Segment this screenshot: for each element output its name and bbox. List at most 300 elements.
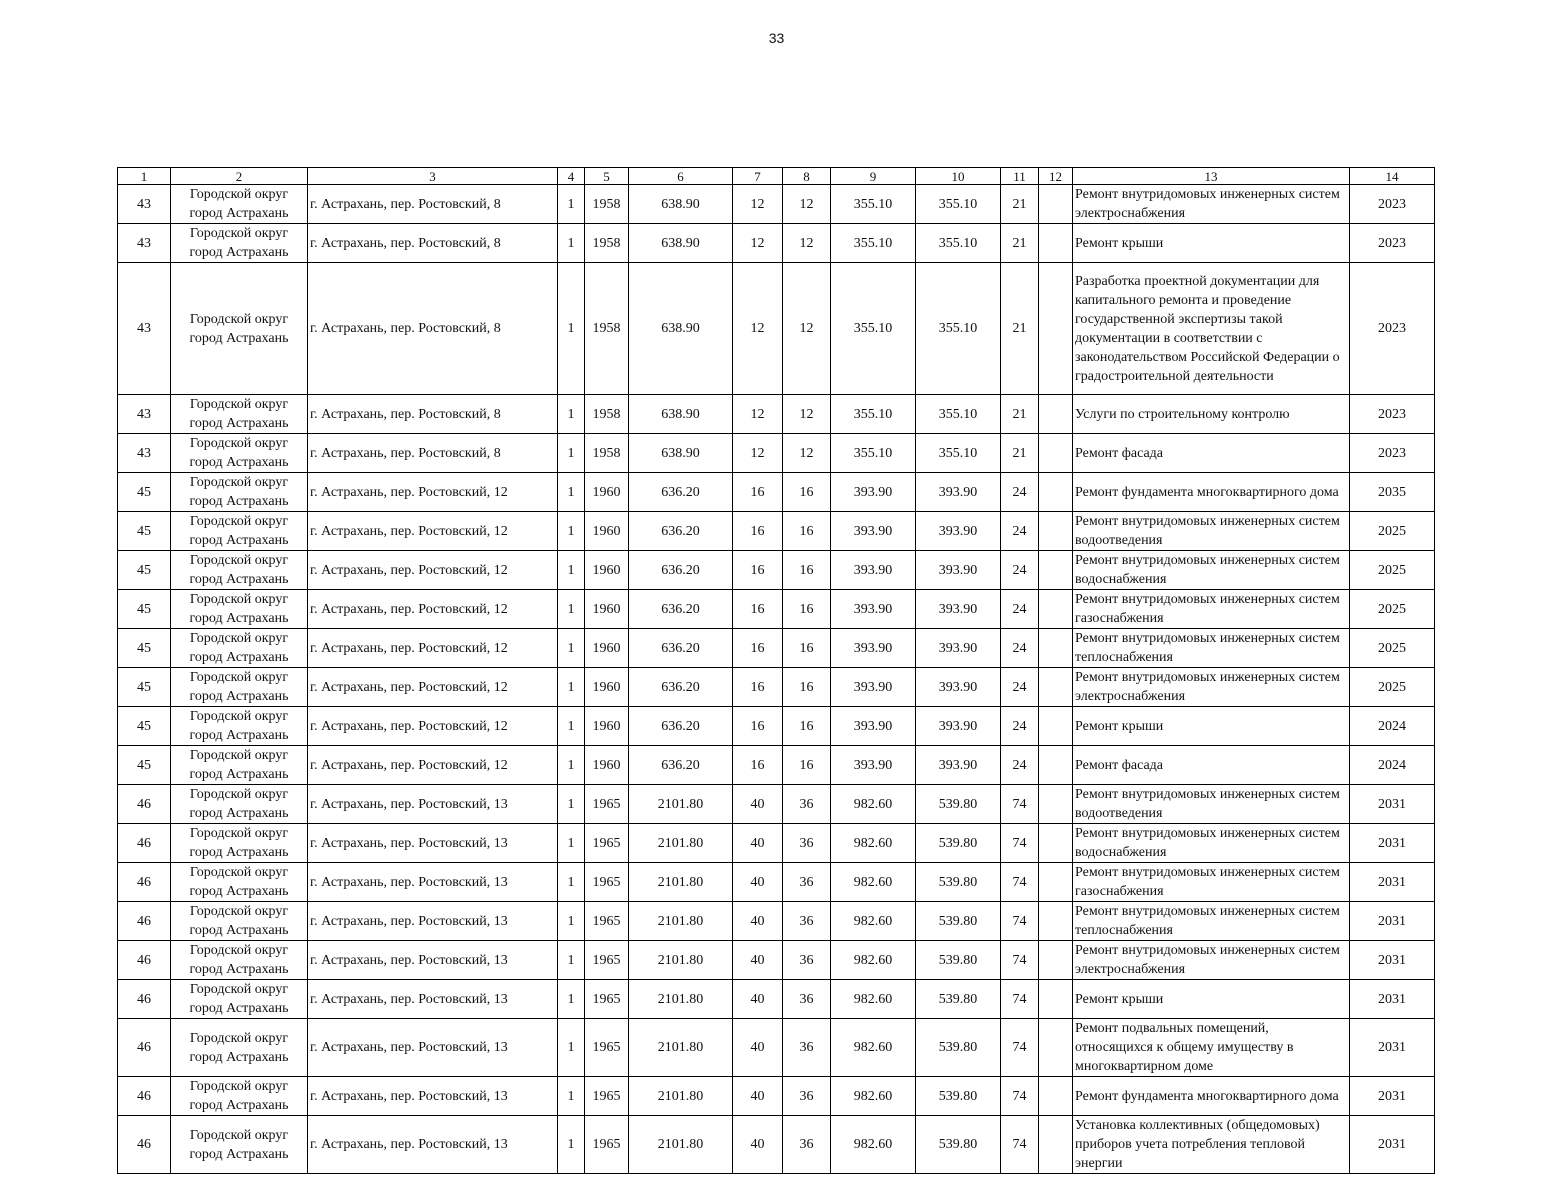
house-number-cell: 46	[118, 902, 171, 941]
column-number-cell: 11	[1001, 168, 1039, 185]
col12-cell	[1039, 668, 1073, 707]
table-row	[118, 824, 1435, 863]
work-type-cell: Услуги по строительному контролю	[1073, 395, 1350, 434]
planned-year-cell: 2023	[1350, 395, 1435, 434]
col7-cell: 12	[733, 224, 783, 263]
col10-cell: 539.80	[916, 941, 1001, 980]
work-type-cell: Ремонт крыши	[1073, 224, 1350, 263]
col7-cell: 16	[733, 746, 783, 785]
col7-cell: 40	[733, 1077, 783, 1116]
col10-cell: 539.80	[916, 863, 1001, 902]
column-number-cell: 7	[733, 168, 783, 185]
col4-cell: 1	[558, 746, 585, 785]
col11-cell: 21	[1001, 263, 1039, 395]
col12-cell	[1039, 941, 1073, 980]
col9-cell: 393.90	[831, 668, 916, 707]
total-area-cell: 2101.80	[629, 824, 733, 863]
planned-year-cell: 2025	[1350, 512, 1435, 551]
column-number-cell: 4	[558, 168, 585, 185]
col4-cell: 1	[558, 668, 585, 707]
col4-cell: 1	[558, 263, 585, 395]
col12-cell	[1039, 551, 1073, 590]
planned-year-cell: 2025	[1350, 551, 1435, 590]
address-cell: г. Астрахань, пер. Ростовский, 13	[308, 902, 558, 941]
col9-cell: 982.60	[831, 1019, 916, 1077]
planned-year-cell: 2023	[1350, 224, 1435, 263]
col8-cell: 12	[783, 263, 831, 395]
address-cell: г. Астрахань, пер. Ростовский, 13	[308, 863, 558, 902]
col8-cell: 16	[783, 512, 831, 551]
column-number-cell: 14	[1350, 168, 1435, 185]
col7-cell: 12	[733, 395, 783, 434]
col9-cell: 393.90	[831, 551, 916, 590]
work-type-cell: Ремонт внутридомовых инженерных систем водоснабжения	[1073, 551, 1350, 590]
col12-cell	[1039, 590, 1073, 629]
address-cell: г. Астрахань, пер. Ростовский, 13	[308, 941, 558, 980]
col9-cell: 355.10	[831, 185, 916, 224]
municipality-cell: Городской округ город Астрахань	[171, 185, 308, 224]
work-type-cell: Ремонт внутридомовых инженерных систем газоснабжения	[1073, 590, 1350, 629]
municipality-cell: Городской округ город Астрахань	[171, 668, 308, 707]
house-number-cell: 45	[118, 707, 171, 746]
table-row	[118, 263, 1435, 395]
year-built-cell: 1965	[585, 1116, 629, 1174]
table-row	[118, 224, 1435, 263]
col7-cell: 40	[733, 902, 783, 941]
col8-cell: 36	[783, 1116, 831, 1174]
house-number-cell: 43	[118, 263, 171, 395]
municipality-cell: Городской округ город Астрахань	[171, 980, 308, 1019]
col4-cell: 1	[558, 434, 585, 473]
col4-cell: 1	[558, 473, 585, 512]
col8-cell: 12	[783, 395, 831, 434]
house-number-cell: 43	[118, 185, 171, 224]
table-row	[118, 551, 1435, 590]
work-type-cell: Ремонт внутридомовых инженерных систем водоснабжения	[1073, 824, 1350, 863]
planned-year-cell: 2031	[1350, 1116, 1435, 1174]
year-built-cell: 1958	[585, 185, 629, 224]
column-number-cell: 6	[629, 168, 733, 185]
col8-cell: 36	[783, 863, 831, 902]
col4-cell: 1	[558, 224, 585, 263]
municipality-cell: Городской округ город Астрахань	[171, 473, 308, 512]
table-row	[118, 668, 1435, 707]
col10-cell: 355.10	[916, 224, 1001, 263]
col7-cell: 16	[733, 590, 783, 629]
col4-cell: 1	[558, 902, 585, 941]
house-number-cell: 45	[118, 590, 171, 629]
col8-cell: 12	[783, 434, 831, 473]
col7-cell: 16	[733, 512, 783, 551]
col12-cell	[1039, 1116, 1073, 1174]
col12-cell	[1039, 473, 1073, 512]
col9-cell: 393.90	[831, 629, 916, 668]
total-area-cell: 636.20	[629, 551, 733, 590]
year-built-cell: 1960	[585, 473, 629, 512]
municipality-cell: Городской округ город Астрахань	[171, 863, 308, 902]
col10-cell: 355.10	[916, 263, 1001, 395]
table-row	[118, 629, 1435, 668]
planned-year-cell: 2023	[1350, 263, 1435, 395]
col7-cell: 40	[733, 980, 783, 1019]
house-number-cell: 43	[118, 395, 171, 434]
work-type-cell: Ремонт подвальных помещений, относящихся к общему имуществу в многоквартирном доме	[1073, 1019, 1350, 1077]
col7-cell: 12	[733, 185, 783, 224]
table-row	[118, 1116, 1435, 1174]
col9-cell: 393.90	[831, 512, 916, 551]
table-row	[118, 512, 1435, 551]
col12-cell	[1039, 746, 1073, 785]
house-number-cell: 46	[118, 1116, 171, 1174]
municipality-cell: Городской округ город Астрахань	[171, 629, 308, 668]
work-type-cell: Ремонт фасада	[1073, 746, 1350, 785]
year-built-cell: 1960	[585, 707, 629, 746]
total-area-cell: 2101.80	[629, 1116, 733, 1174]
col4-cell: 1	[558, 824, 585, 863]
total-area-cell: 2101.80	[629, 1019, 733, 1077]
col11-cell: 21	[1001, 395, 1039, 434]
col4-cell: 1	[558, 785, 585, 824]
repair-schedule-table	[117, 167, 1435, 1174]
total-area-cell: 638.90	[629, 434, 733, 473]
work-type-cell: Ремонт внутридомовых инженерных систем газоснабжения	[1073, 863, 1350, 902]
col12-cell	[1039, 185, 1073, 224]
col12-cell	[1039, 1019, 1073, 1077]
col4-cell: 1	[558, 551, 585, 590]
address-cell: г. Астрахань, пер. Ростовский, 12	[308, 512, 558, 551]
col12-cell	[1039, 512, 1073, 551]
year-built-cell: 1965	[585, 863, 629, 902]
col8-cell: 16	[783, 668, 831, 707]
col10-cell: 393.90	[916, 629, 1001, 668]
col8-cell: 16	[783, 551, 831, 590]
col9-cell: 393.90	[831, 590, 916, 629]
col8-cell: 36	[783, 941, 831, 980]
address-cell: г. Астрахань, пер. Ростовский, 8	[308, 224, 558, 263]
work-type-cell: Ремонт внутридомовых инженерных систем водоотведения	[1073, 512, 1350, 551]
col10-cell: 539.80	[916, 785, 1001, 824]
work-type-cell: Ремонт крыши	[1073, 707, 1350, 746]
col8-cell: 16	[783, 473, 831, 512]
col4-cell: 1	[558, 941, 585, 980]
col7-cell: 16	[733, 629, 783, 668]
municipality-cell: Городской округ город Астрахань	[171, 824, 308, 863]
col11-cell: 74	[1001, 863, 1039, 902]
col4-cell: 1	[558, 1116, 585, 1174]
col8-cell: 12	[783, 185, 831, 224]
col10-cell: 539.80	[916, 1077, 1001, 1116]
col10-cell: 355.10	[916, 434, 1001, 473]
column-number-cell: 3	[308, 168, 558, 185]
planned-year-cell: 2025	[1350, 668, 1435, 707]
col9-cell: 393.90	[831, 707, 916, 746]
address-cell: г. Астрахань, пер. Ростовский, 12	[308, 746, 558, 785]
total-area-cell: 2101.80	[629, 902, 733, 941]
table-row	[118, 980, 1435, 1019]
total-area-cell: 2101.80	[629, 863, 733, 902]
planned-year-cell: 2031	[1350, 863, 1435, 902]
planned-year-cell: 2024	[1350, 746, 1435, 785]
col12-cell	[1039, 224, 1073, 263]
work-type-cell: Ремонт внутридомовых инженерных систем электроснабжения	[1073, 185, 1350, 224]
address-cell: г. Астрахань, пер. Ростовский, 8	[308, 263, 558, 395]
address-cell: г. Астрахань, пер. Ростовский, 13	[308, 785, 558, 824]
total-area-cell: 2101.80	[629, 1077, 733, 1116]
col9-cell: 393.90	[831, 473, 916, 512]
year-built-cell: 1965	[585, 824, 629, 863]
col11-cell: 74	[1001, 1077, 1039, 1116]
planned-year-cell: 2023	[1350, 185, 1435, 224]
work-type-cell: Ремонт фундамента многоквартирного дома	[1073, 1077, 1350, 1116]
col8-cell: 16	[783, 590, 831, 629]
column-number-cell: 2	[171, 168, 308, 185]
col11-cell: 74	[1001, 980, 1039, 1019]
year-built-cell: 1965	[585, 980, 629, 1019]
col11-cell: 24	[1001, 590, 1039, 629]
address-cell: г. Астрахань, пер. Ростовский, 13	[308, 824, 558, 863]
col7-cell: 16	[733, 551, 783, 590]
total-area-cell: 638.90	[629, 185, 733, 224]
col11-cell: 74	[1001, 785, 1039, 824]
col9-cell: 982.60	[831, 824, 916, 863]
total-area-cell: 636.20	[629, 746, 733, 785]
col10-cell: 393.90	[916, 746, 1001, 785]
col8-cell: 36	[783, 1019, 831, 1077]
municipality-cell: Городской округ город Астрахань	[171, 1019, 308, 1077]
house-number-cell: 46	[118, 863, 171, 902]
page-number: 33	[768, 30, 785, 46]
col10-cell: 393.90	[916, 512, 1001, 551]
col12-cell	[1039, 434, 1073, 473]
planned-year-cell: 2031	[1350, 824, 1435, 863]
col10-cell: 393.90	[916, 590, 1001, 629]
total-area-cell: 636.20	[629, 473, 733, 512]
year-built-cell: 1960	[585, 746, 629, 785]
table-row	[118, 590, 1435, 629]
municipality-cell: Городской округ город Астрахань	[171, 941, 308, 980]
col7-cell: 16	[733, 473, 783, 512]
total-area-cell: 636.20	[629, 707, 733, 746]
work-type-cell: Установка коллективных (общедомовых) приборов учета потребления тепловой энергии	[1073, 1116, 1350, 1174]
total-area-cell: 638.90	[629, 395, 733, 434]
year-built-cell: 1965	[585, 1019, 629, 1077]
total-area-cell: 2101.80	[629, 785, 733, 824]
house-number-cell: 45	[118, 746, 171, 785]
col8-cell: 36	[783, 1077, 831, 1116]
col4-cell: 1	[558, 863, 585, 902]
planned-year-cell: 2035	[1350, 473, 1435, 512]
address-cell: г. Астрахань, пер. Ростовский, 13	[308, 1019, 558, 1077]
col9-cell: 982.60	[831, 902, 916, 941]
total-area-cell: 636.20	[629, 590, 733, 629]
address-cell: г. Астрахань, пер. Ростовский, 13	[308, 1077, 558, 1116]
col10-cell: 393.90	[916, 707, 1001, 746]
col7-cell: 40	[733, 824, 783, 863]
column-number-cell: 10	[916, 168, 1001, 185]
col11-cell: 21	[1001, 224, 1039, 263]
work-type-cell: Ремонт внутридомовых инженерных систем теплоснабжения	[1073, 629, 1350, 668]
house-number-cell: 46	[118, 980, 171, 1019]
year-built-cell: 1960	[585, 629, 629, 668]
planned-year-cell: 2031	[1350, 902, 1435, 941]
col11-cell: 24	[1001, 668, 1039, 707]
col8-cell: 36	[783, 785, 831, 824]
address-cell: г. Астрахань, пер. Ростовский, 13	[308, 980, 558, 1019]
municipality-cell: Городской округ город Астрахань	[171, 224, 308, 263]
col11-cell: 21	[1001, 434, 1039, 473]
table-row	[118, 395, 1435, 434]
col8-cell: 36	[783, 980, 831, 1019]
col9-cell: 982.60	[831, 1077, 916, 1116]
municipality-cell: Городской округ город Астрахань	[171, 746, 308, 785]
year-built-cell: 1958	[585, 395, 629, 434]
col12-cell	[1039, 395, 1073, 434]
house-number-cell: 43	[118, 224, 171, 263]
municipality-cell: Городской округ город Астрахань	[171, 551, 308, 590]
address-cell: г. Астрахань, пер. Ростовский, 12	[308, 629, 558, 668]
col11-cell: 24	[1001, 746, 1039, 785]
col8-cell: 12	[783, 224, 831, 263]
address-cell: г. Астрахань, пер. Ростовский, 12	[308, 707, 558, 746]
year-built-cell: 1960	[585, 551, 629, 590]
col11-cell: 24	[1001, 512, 1039, 551]
column-number-cell: 12	[1039, 168, 1073, 185]
address-cell: г. Астрахань, пер. Ростовский, 8	[308, 185, 558, 224]
col12-cell	[1039, 629, 1073, 668]
column-number-cell: 9	[831, 168, 916, 185]
col8-cell: 16	[783, 629, 831, 668]
col11-cell: 24	[1001, 629, 1039, 668]
col8-cell: 16	[783, 707, 831, 746]
col11-cell: 74	[1001, 1116, 1039, 1174]
col11-cell: 21	[1001, 185, 1039, 224]
municipality-cell: Городской округ город Астрахань	[171, 512, 308, 551]
col4-cell: 1	[558, 395, 585, 434]
total-area-cell: 636.20	[629, 668, 733, 707]
column-number-cell: 1	[118, 168, 171, 185]
municipality-cell: Городской округ город Астрахань	[171, 785, 308, 824]
house-number-cell: 46	[118, 1019, 171, 1077]
col4-cell: 1	[558, 512, 585, 551]
col10-cell: 355.10	[916, 395, 1001, 434]
planned-year-cell: 2031	[1350, 785, 1435, 824]
planned-year-cell: 2031	[1350, 1077, 1435, 1116]
col11-cell: 24	[1001, 707, 1039, 746]
column-number-cell: 5	[585, 168, 629, 185]
table-row	[118, 434, 1435, 473]
table-row	[118, 941, 1435, 980]
total-area-cell: 638.90	[629, 263, 733, 395]
planned-year-cell: 2031	[1350, 941, 1435, 980]
address-cell: г. Астрахань, пер. Ростовский, 8	[308, 434, 558, 473]
municipality-cell: Городской округ город Астрахань	[171, 395, 308, 434]
house-number-cell: 46	[118, 785, 171, 824]
col9-cell: 982.60	[831, 941, 916, 980]
col8-cell: 16	[783, 746, 831, 785]
col12-cell	[1039, 707, 1073, 746]
col7-cell: 40	[733, 941, 783, 980]
address-cell: г. Астрахань, пер. Ростовский, 12	[308, 551, 558, 590]
year-built-cell: 1958	[585, 224, 629, 263]
col9-cell: 982.60	[831, 863, 916, 902]
col9-cell: 355.10	[831, 224, 916, 263]
col11-cell: 74	[1001, 1019, 1039, 1077]
col7-cell: 40	[733, 863, 783, 902]
municipality-cell: Городской округ город Астрахань	[171, 1077, 308, 1116]
col11-cell: 74	[1001, 941, 1039, 980]
year-built-cell: 1958	[585, 263, 629, 395]
work-type-cell: Ремонт внутридомовых инженерных систем электроснабжения	[1073, 668, 1350, 707]
planned-year-cell: 2031	[1350, 1019, 1435, 1077]
col9-cell: 982.60	[831, 785, 916, 824]
col8-cell: 36	[783, 902, 831, 941]
col9-cell: 393.90	[831, 746, 916, 785]
col7-cell: 16	[733, 668, 783, 707]
year-built-cell: 1960	[585, 668, 629, 707]
house-number-cell: 46	[118, 941, 171, 980]
col10-cell: 539.80	[916, 824, 1001, 863]
year-built-cell: 1965	[585, 902, 629, 941]
col10-cell: 539.80	[916, 902, 1001, 941]
table-row	[118, 473, 1435, 512]
col9-cell: 355.10	[831, 395, 916, 434]
col11-cell: 74	[1001, 824, 1039, 863]
work-type-cell: Ремонт крыши	[1073, 980, 1350, 1019]
house-number-cell: 46	[118, 824, 171, 863]
col7-cell: 16	[733, 707, 783, 746]
col7-cell: 40	[733, 1116, 783, 1174]
col10-cell: 393.90	[916, 473, 1001, 512]
col10-cell: 393.90	[916, 551, 1001, 590]
year-built-cell: 1958	[585, 434, 629, 473]
total-area-cell: 638.90	[629, 224, 733, 263]
table-row	[118, 746, 1435, 785]
planned-year-cell: 2031	[1350, 980, 1435, 1019]
col12-cell	[1039, 824, 1073, 863]
address-cell: г. Астрахань, пер. Ростовский, 8	[308, 395, 558, 434]
col9-cell: 355.10	[831, 434, 916, 473]
year-built-cell: 1960	[585, 590, 629, 629]
year-built-cell: 1965	[585, 941, 629, 980]
work-type-cell: Ремонт внутридомовых инженерных систем водоотведения	[1073, 785, 1350, 824]
municipality-cell: Городской округ город Астрахань	[171, 263, 308, 395]
work-type-cell: Ремонт фундамента многоквартирного дома	[1073, 473, 1350, 512]
total-area-cell: 636.20	[629, 629, 733, 668]
col10-cell: 539.80	[916, 1019, 1001, 1077]
col9-cell: 982.60	[831, 1116, 916, 1174]
work-type-cell: Ремонт фасада	[1073, 434, 1350, 473]
work-type-cell: Ремонт внутридомовых инженерных систем теплоснабжения	[1073, 902, 1350, 941]
col10-cell: 539.80	[916, 1116, 1001, 1174]
col4-cell: 1	[558, 1019, 585, 1077]
col4-cell: 1	[558, 980, 585, 1019]
year-built-cell: 1965	[585, 1077, 629, 1116]
table-row	[118, 863, 1435, 902]
col10-cell: 539.80	[916, 980, 1001, 1019]
col4-cell: 1	[558, 1077, 585, 1116]
work-type-cell: Разработка проектной документации для капитального ремонта и проведение государственной экспертизы такой документации в соответствии с законодательством Российской Федерации о градостроительной деятельности	[1073, 263, 1350, 395]
column-number-row	[118, 168, 1435, 185]
year-built-cell: 1965	[585, 785, 629, 824]
column-number-cell: 13	[1073, 168, 1350, 185]
col9-cell: 982.60	[831, 980, 916, 1019]
municipality-cell: Городской округ город Астрахань	[171, 1116, 308, 1174]
table-row	[118, 185, 1435, 224]
col10-cell: 355.10	[916, 185, 1001, 224]
col7-cell: 12	[733, 434, 783, 473]
col7-cell: 40	[733, 785, 783, 824]
col11-cell: 24	[1001, 551, 1039, 590]
